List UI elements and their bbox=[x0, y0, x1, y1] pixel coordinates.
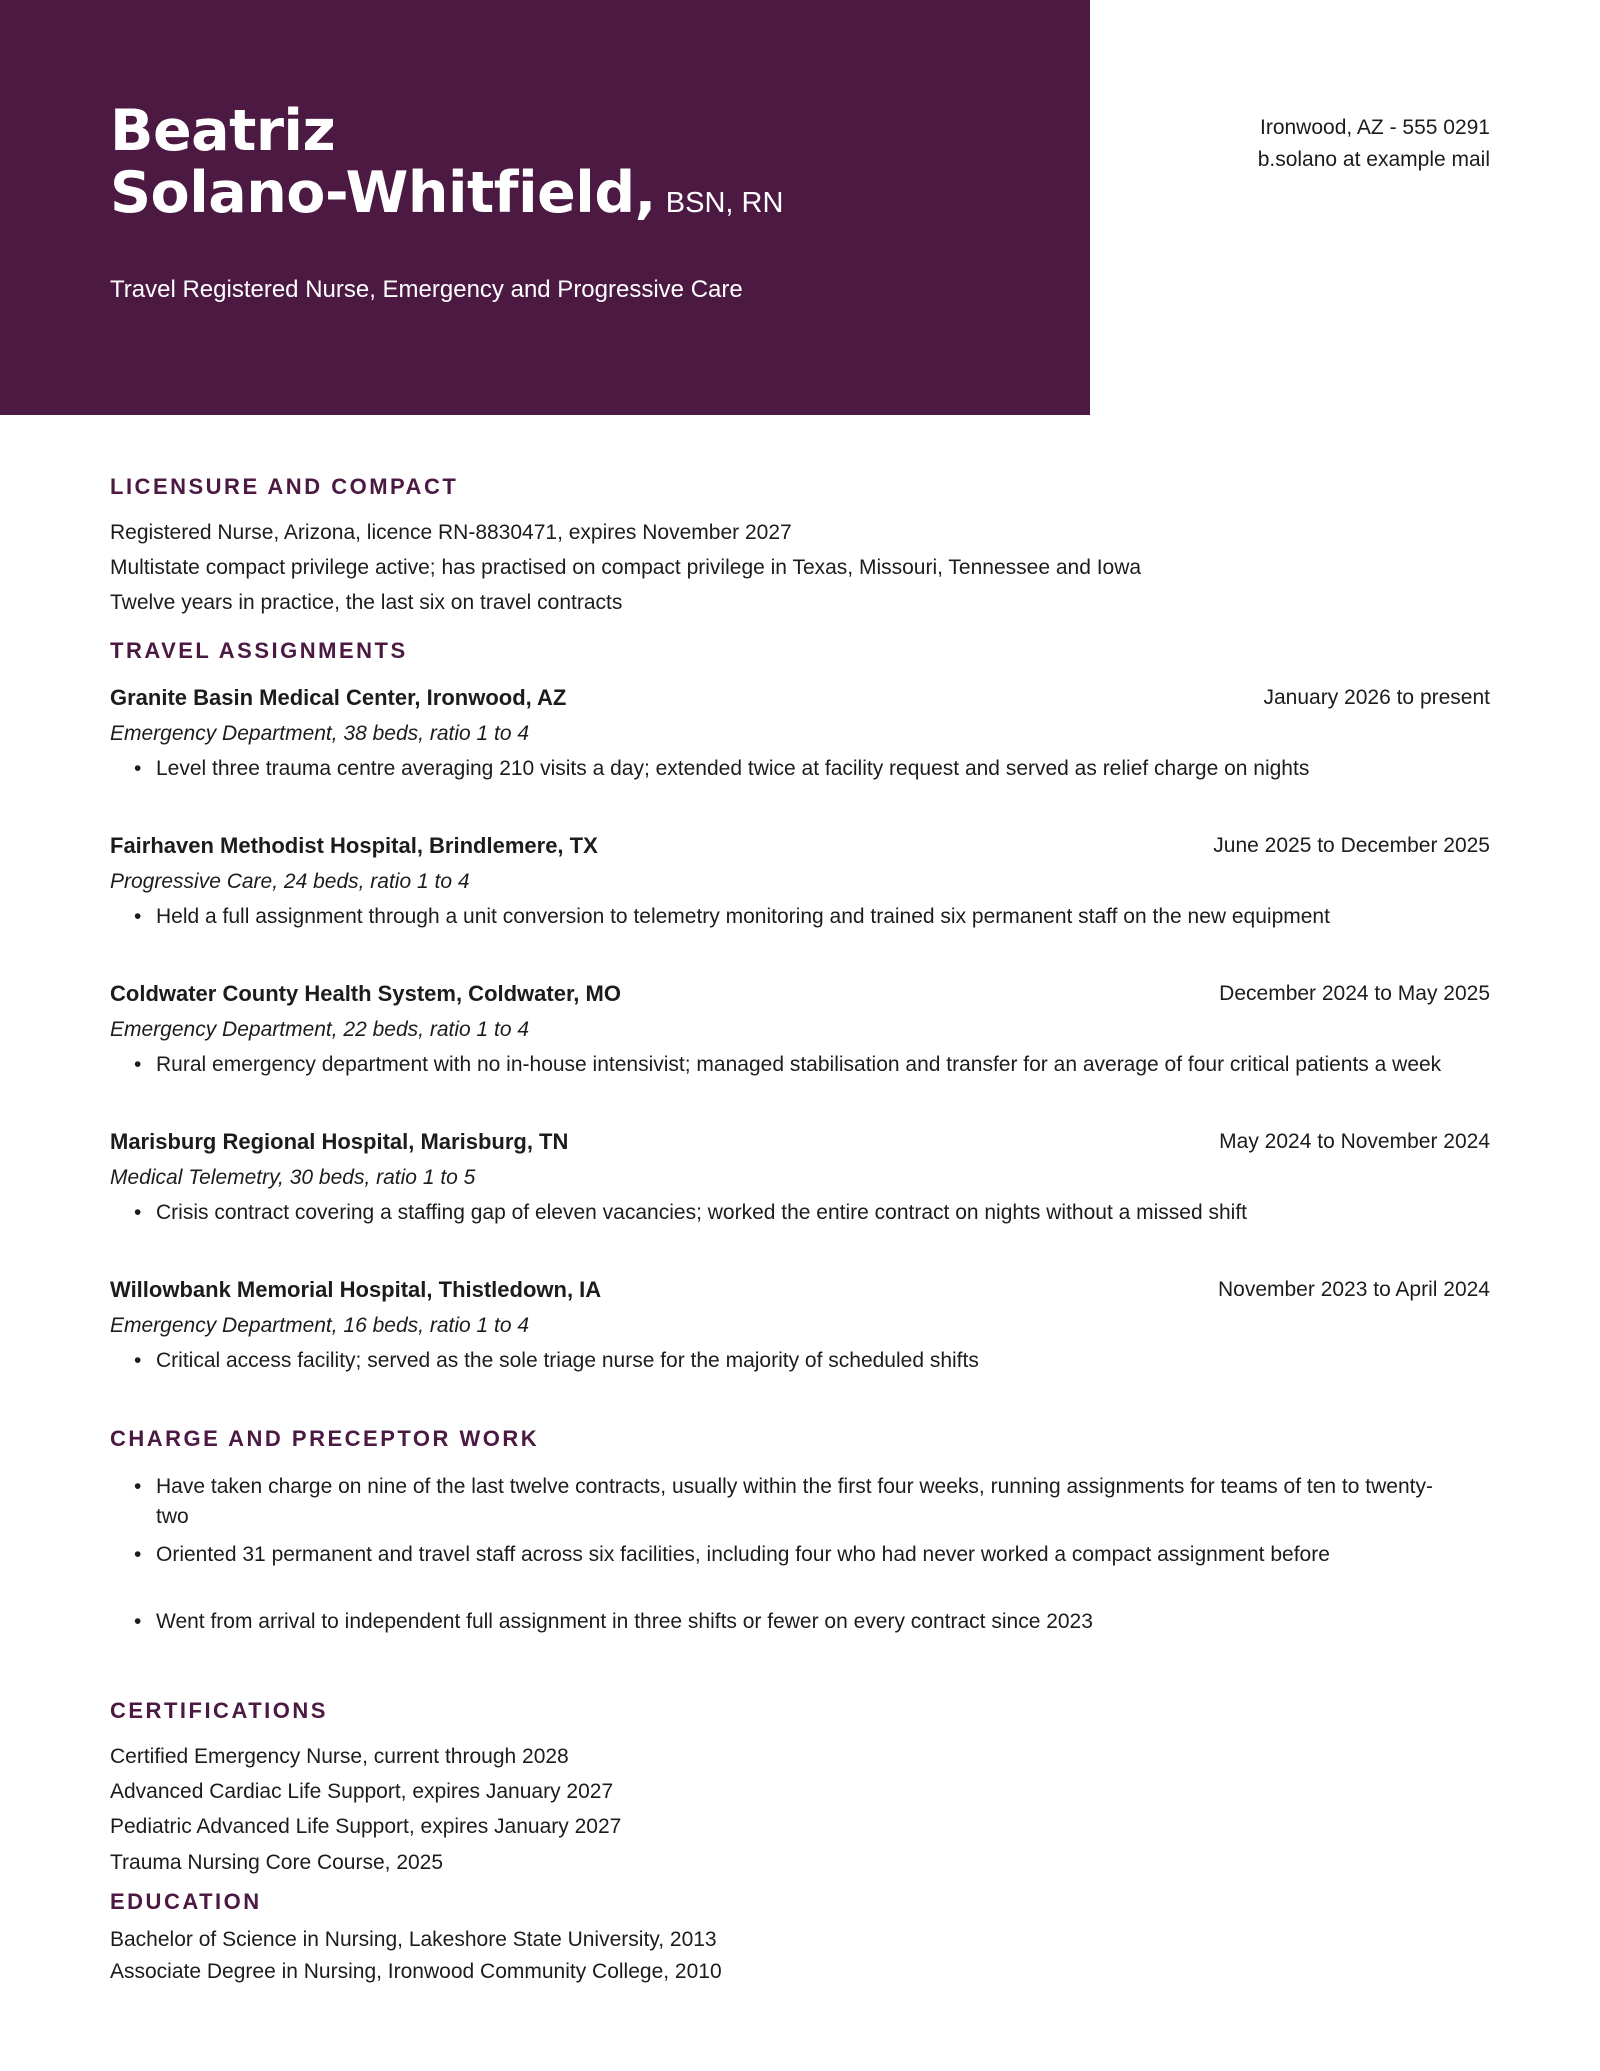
assignments-heading: TRAVEL ASSIGNMENTS bbox=[110, 638, 408, 663]
assignment-bullet: • Crisis contract covering a staffing gap of eleven vacancies; worked the entire contract on nights without a missed shift bbox=[134, 1198, 1456, 1228]
assignment-facility: Willowbank Memorial Hospital, Thistledown, IA bbox=[110, 1277, 602, 1302]
certification-item: Pediatric Advanced Life Support, expires January 2027 bbox=[110, 1815, 622, 1838]
licensure-line: Registered Nurse, Arizona, licence RN-8830471, expires November 2027 bbox=[110, 521, 792, 544]
assignment-bullet: • Critical access facility; served as the sole triage nurse for the majority of scheduled shifts bbox=[134, 1346, 1456, 1376]
charge-bullet: • Went from arrival to independent full assignment in three shifts or fewer on every contract since 2023 bbox=[134, 1607, 1456, 1637]
assignment-dates: November 2023 to April 2024 bbox=[1217, 1278, 1490, 1301]
charge-bullet: • Oriented 31 permanent and travel staff across six facilities, including four who had never worked a compact assignment before bbox=[134, 1540, 1456, 1570]
assignment-bullet: • Held a full assignment through a unit conversion to telemetry monitoring and trained six permanent staff on the new equipment bbox=[134, 902, 1456, 932]
assignment-bullet: • Rural emergency department with no in-house intensivist; managed stabilisation and transfer for an average of four critical patients a week bbox=[134, 1050, 1456, 1080]
name-surname: Solano-Whitfield, bbox=[110, 160, 656, 226]
credentials: BSN, RN bbox=[665, 187, 784, 219]
contact-email: b.solano at example mail bbox=[1257, 148, 1490, 171]
certification-item: Certified Emergency Nurse, current through 2028 bbox=[110, 1745, 569, 1768]
assignment-unit: Emergency Department, 38 beds, ratio 1 to 4 bbox=[110, 722, 530, 745]
assignment-unit: Emergency Department, 16 beds, ratio 1 to 4 bbox=[110, 1314, 530, 1337]
licensure-heading: LICENSURE AND COMPACT bbox=[110, 474, 459, 499]
header-band bbox=[0, 0, 1090, 415]
assignment-unit: Progressive Care, 24 beds, ratio 1 to 4 bbox=[110, 870, 470, 893]
assignment-unit: Emergency Department, 22 beds, ratio 1 to 4 bbox=[110, 1018, 530, 1041]
name-last bbox=[110, 162, 783, 234]
licensure-line: Multistate compact privilege active; has practised on compact privilege in Texas, Missouri, Tennessee and Iowa bbox=[110, 556, 1142, 579]
assignment-facility: Coldwater County Health System, Coldwater, MO bbox=[110, 981, 621, 1006]
assignment-bullet: • Level three trauma centre averaging 210 visits a day; extended twice at facility request and served as relief charge on nights bbox=[134, 754, 1456, 784]
contact-block bbox=[1258, 112, 1490, 176]
candidate-name bbox=[110, 100, 783, 234]
charge-heading: CHARGE AND PRECEPTOR WORK bbox=[110, 1426, 540, 1451]
education-item: Bachelor of Science in Nursing, Lakeshore State University, 2013 bbox=[110, 1928, 717, 1951]
assignment-dates: December 2024 to May 2025 bbox=[1219, 982, 1490, 1005]
assignment-unit: Medical Telemetry, 30 beds, ratio 1 to 5 bbox=[110, 1166, 476, 1189]
certification-item: Advanced Cardiac Life Support, expires January 2027 bbox=[110, 1780, 614, 1803]
assignment-facility: Marisburg Regional Hospital, Marisburg, TN bbox=[110, 1129, 569, 1154]
charge-bullet: • Have taken charge on nine of the last twelve contracts, usually within the first four weeks, running assignments for teams of ten to twenty-two bbox=[134, 1472, 1456, 1532]
certification-item: Trauma Nursing Core Course, 2025 bbox=[110, 1851, 444, 1874]
assignment-dates: January 2026 to present bbox=[1263, 686, 1490, 709]
assignment-dates: June 2025 to December 2025 bbox=[1213, 834, 1490, 857]
assignment-facility: Fairhaven Methodist Hospital, Brindlemere, TX bbox=[110, 833, 598, 858]
education-item: Associate Degree in Nursing, Ironwood Community College, 2010 bbox=[110, 1960, 722, 1983]
contact-location-phone: Ironwood, AZ - 555 0291 bbox=[1260, 116, 1490, 139]
licensure-line: Twelve years in practice, the last six on travel contracts bbox=[110, 591, 623, 614]
education-heading: EDUCATION bbox=[110, 1889, 262, 1914]
certifications-heading: CERTIFICATIONS bbox=[110, 1698, 328, 1723]
professional-headline: Travel Registered Nurse, Emergency and Progressive Care bbox=[110, 276, 743, 303]
assignment-facility: Granite Basin Medical Center, Ironwood, AZ bbox=[110, 685, 567, 710]
assignment-dates: May 2024 to November 2024 bbox=[1219, 1130, 1490, 1153]
name-first: Beatriz bbox=[110, 98, 336, 164]
